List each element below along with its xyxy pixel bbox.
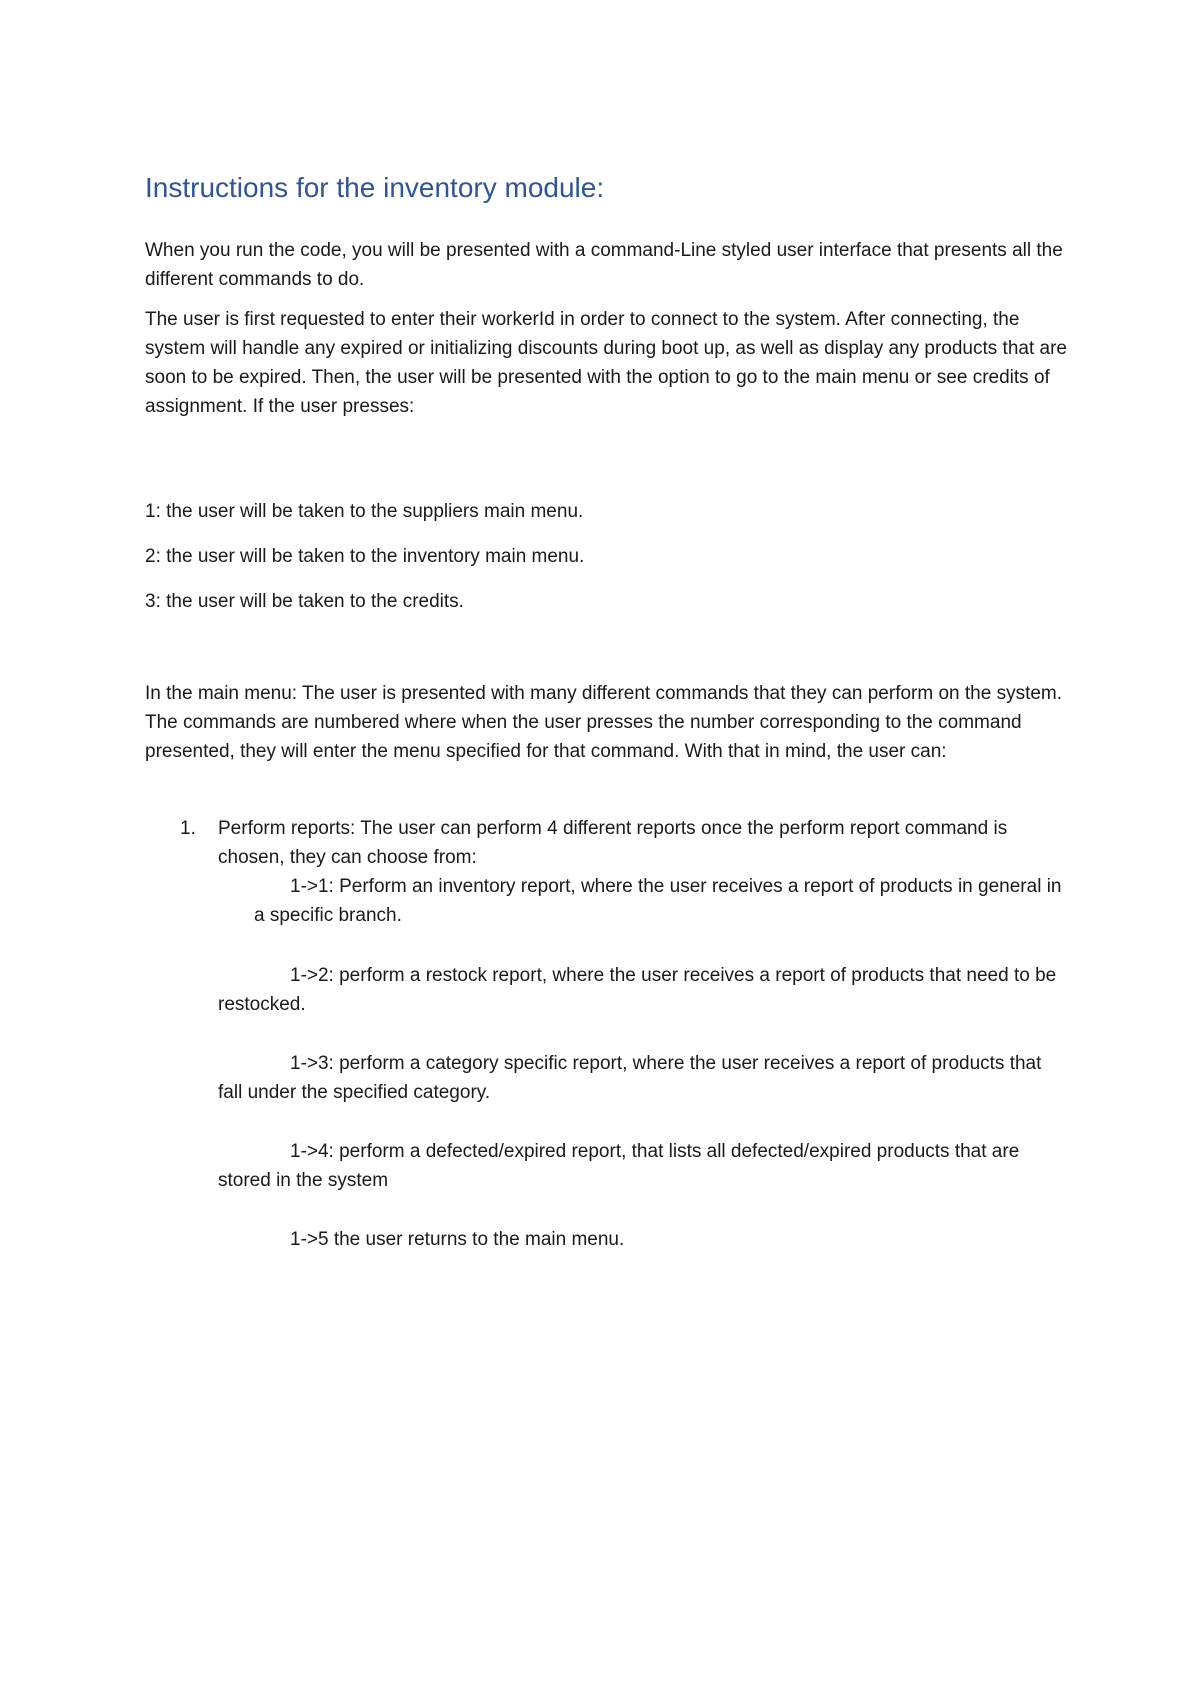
option-item-1: 1: the user will be taken to the suppliers main menu. [145, 501, 584, 522]
intro-paragraph: When you run the code, you will be presented with a command-Line styled user interface that presents all the different commands to do. [145, 240, 1063, 290]
login-paragraph: The user is first requested to enter their workerId in order to connect to the system. After connecting, the system will handle any expired or initializing discounts during boot up, as well as display any products that are soon to be expired. Then, the user will be presented with the option to go to the main menu or see credits of assignment. If the user presses: [145, 309, 1067, 417]
report-option-4: 1->4: perform a defected/expired report, that lists all defected/expired products that are stored in the system [218, 1141, 1020, 1191]
report-option-5: 1->5 the user returns to the main menu. [290, 1229, 625, 1250]
document-title: Instructions for the inventory module: [145, 172, 605, 203]
report-option-3: 1->3: perform a category specific report, where the user receives a report of products that fall under the specified category. [218, 1053, 1042, 1103]
report-option-2: 1->2: perform a restock report, where the user receives a report of products that need to be restocked. [218, 965, 1057, 1015]
list-item-number: 1. [180, 818, 196, 839]
main-menu-paragraph: In the main menu: The user is presented with many different commands that they can perform on the system. The commands are numbered where when the user presses the number corresponding to the command presented, they will enter the menu specified for that command. With that in mind, the user can: [145, 683, 1063, 762]
report-option-1: 1->1: Perform an inventory report, where the user receives a report of products in general in a specific branch. [254, 876, 1062, 926]
list-item-text: Perform reports: The user can perform 4 different reports once the perform report command is chosen, they can choose from: [218, 818, 1008, 868]
option-item-3: 3: the user will be taken to the credits. [145, 591, 464, 612]
option-item-2: 2: the user will be taken to the inventory main menu. [145, 546, 585, 567]
